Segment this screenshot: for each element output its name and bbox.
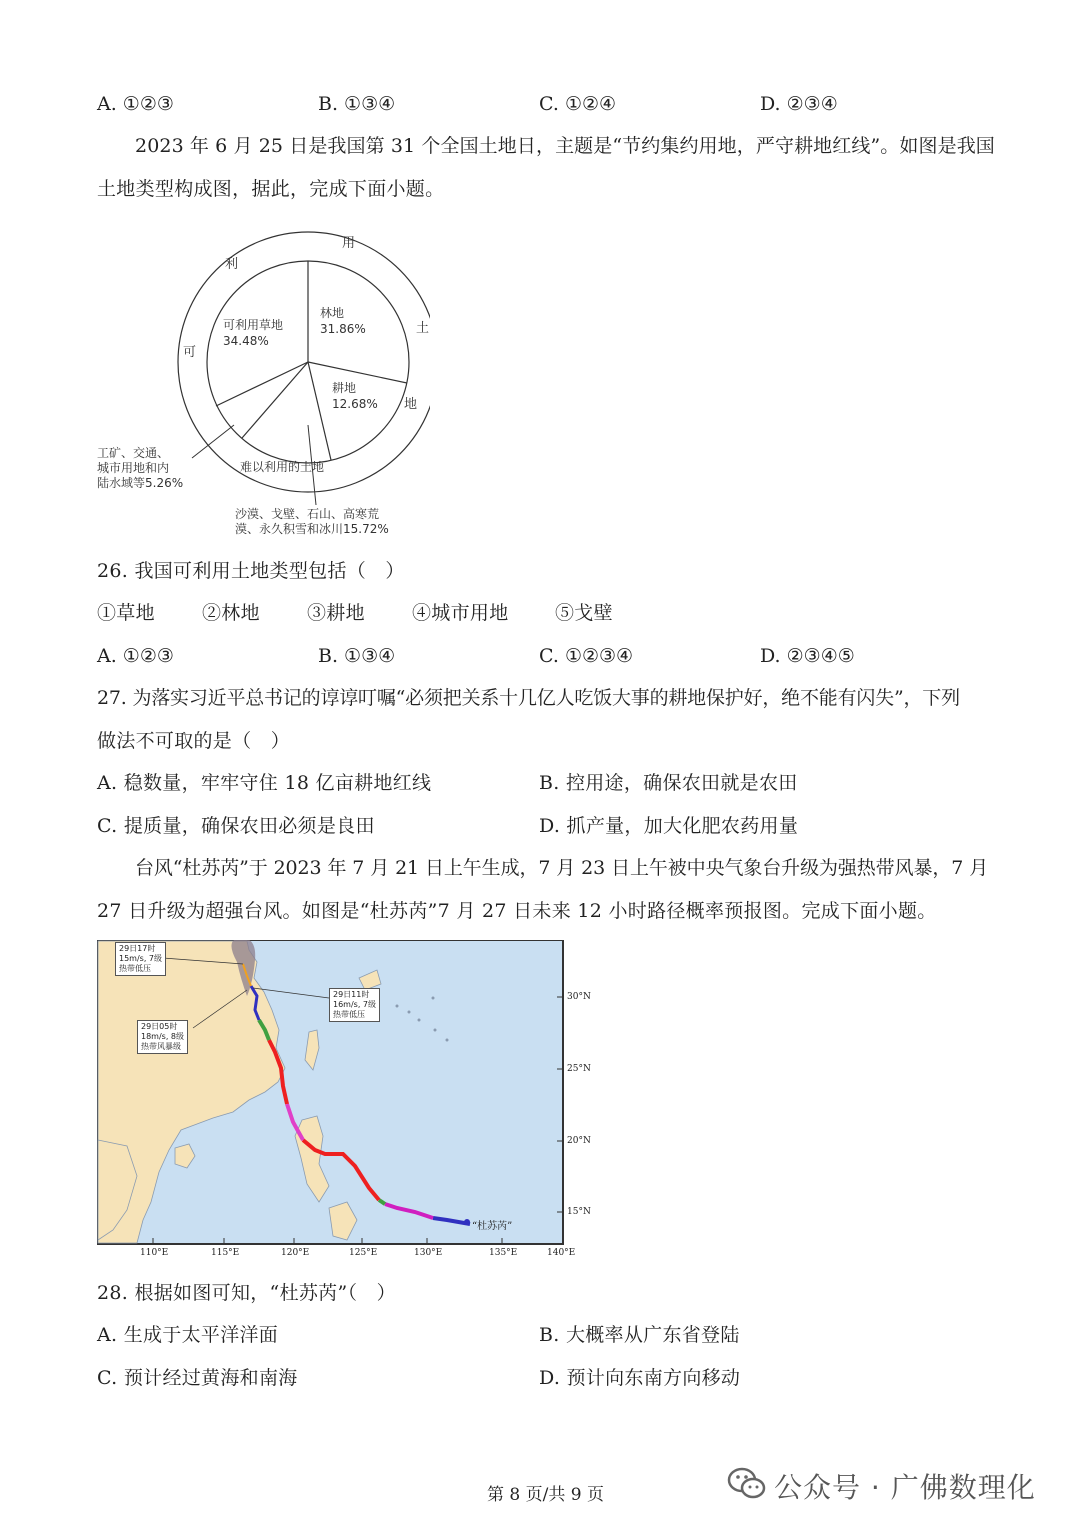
q26-option-d: D. ②③④⑤ — [760, 645, 855, 667]
watermark-text: 公众号 · 广佛数理化 — [774, 1471, 1036, 1504]
top-option-d: D. ②③④ — [760, 93, 838, 115]
callout-29-11-wind: 16m/s, 7级 — [333, 1000, 377, 1009]
top-option-b: B. ①③④ — [318, 93, 396, 115]
intro1-line2: 土地类型构成图，据此，完成下面小题。 — [97, 178, 445, 200]
q27-option-d: D. 抓产量，加大化肥农药用量 — [539, 815, 799, 837]
lon-label-140: 140°E — [547, 1248, 576, 1258]
farmland-value: 12.68% — [332, 397, 378, 411]
q28-option-d: D. 预计向东南方向移动 — [539, 1367, 741, 1389]
typhoon-track-map — [97, 940, 565, 1246]
q28-option-c: C. 预计经过黄海和南海 — [97, 1367, 298, 1389]
intro1-line1: 2023 年 6 月 25 日是我国第 31 个全国土地日，主题是“节约集约用地，严守耕地红线”。如图是我国 — [135, 135, 995, 157]
farmland-name: 耕地 — [332, 381, 357, 395]
land-type-pie-diagram — [90, 220, 430, 550]
lon-label-115: 115°E — [211, 1248, 240, 1258]
q27-option-b: B. 控用途，确保农田就是农田 — [539, 772, 798, 794]
lat-label-15: 15°N — [567, 1207, 591, 1217]
callout-29-05-wind: 18m/s, 8级 — [141, 1032, 185, 1041]
callout-29-11 — [329, 988, 380, 1022]
grassland-value: 34.48% — [223, 334, 269, 348]
callout-29-05-time: 29日05时 — [141, 1022, 178, 1031]
callout-29-05 — [137, 1020, 188, 1054]
lat-label-20: 20°N — [567, 1136, 591, 1146]
q26-item-3: ③耕地 — [307, 602, 365, 624]
outer-label-yong: 用 — [342, 236, 356, 251]
q27-stem-line1: 27. 为落实习近平总书记的谆谆叮嘱“必须把关系十几亿人吃饭大事的耕地保护好，绝不能有闪失”，下列 — [97, 687, 960, 709]
q26-option-a: A. ①②③ — [97, 645, 174, 667]
top-option-a: A. ①②③ — [97, 93, 174, 115]
q28-stem: 28. 根据如图可知，“杜苏芮”（ ） — [97, 1282, 396, 1304]
outer-label-ke: 可 — [183, 345, 197, 360]
lon-label-135: 135°E — [489, 1248, 518, 1258]
callout-29-17-wind: 15m/s, 7级 — [119, 954, 163, 963]
q27-option-c: C. 提质量，确保农田必须是良田 — [97, 815, 375, 837]
outer-label-tu: 土 — [416, 321, 430, 336]
urban-line1: 工矿、交通、 — [97, 446, 170, 460]
q26-item-2: ②林地 — [202, 602, 260, 624]
intro2-line1: 台风“杜苏芮”于 2023 年 7 月 21 日上午生成，7 月 23 日上午被中央气象台升级为强热带风暴，7 月 — [135, 857, 989, 879]
q28-option-b: B. 大概率从广东省登陆 — [539, 1324, 740, 1346]
lon-label-125: 125°E — [349, 1248, 378, 1258]
lat-label-25: 25°N — [567, 1064, 591, 1074]
unusable-name: 难以利用的土地 — [240, 460, 325, 474]
urban-line2: 城市用地和内 — [97, 461, 170, 475]
callout-29-17-type: 热带低压 — [119, 964, 151, 973]
urban-line3: 陆水域等5.26% — [97, 476, 184, 490]
outer-label-di: 地 — [404, 397, 418, 412]
q26-option-c: C. ①②③④ — [539, 645, 634, 667]
intro2-line2: 27 日升级为超强台风。如图是“杜苏芮”7 月 27 日未来 12 小时路径概率预报图。完成下面小题。 — [97, 900, 937, 922]
q28-option-a: A. 生成于太平洋洋面 — [97, 1324, 279, 1346]
desert-line1: 沙漠、戈壁、石山、高寒荒 — [235, 507, 380, 521]
callout-29-17 — [115, 942, 166, 976]
desert-line2: 漠、永久积雪和冰川15.72% — [235, 522, 389, 536]
q26-item-4: ④城市用地 — [412, 602, 509, 624]
page-number: 第 8 页/共 9 页 — [487, 1485, 604, 1505]
q27-stem-line2: 做法不可取的是（ ） — [97, 730, 291, 752]
forest-name: 林地 — [320, 306, 345, 320]
typhoon-name-label: “杜苏芮” — [472, 1221, 513, 1232]
grassland-name: 可利用草地 — [223, 318, 284, 332]
top-option-c: C. ①②④ — [539, 93, 617, 115]
lon-label-130: 130°E — [414, 1248, 443, 1258]
callout-29-11-type: 热带低压 — [333, 1010, 365, 1019]
lon-label-120: 120°E — [281, 1248, 310, 1258]
q26-item-5: ⑤戈壁 — [555, 602, 613, 624]
lat-label-30: 30°N — [567, 992, 591, 1002]
callout-29-11-time: 29日11时 — [333, 990, 370, 999]
callout-29-05-type: 热带风暴级 — [141, 1042, 181, 1051]
q26-option-b: B. ①③④ — [318, 645, 396, 667]
q27-option-a: A. 稳数量，牢牢守住 18 亿亩耕地红线 — [97, 772, 432, 794]
forest-value: 31.86% — [320, 322, 366, 336]
wechat-icon — [727, 1466, 767, 1500]
outer-label-li: 利 — [225, 257, 239, 272]
q26-item-1: ①草地 — [97, 602, 155, 624]
lon-label-110: 110°E — [140, 1248, 169, 1258]
callout-29-17-time: 29日17时 — [119, 944, 156, 953]
q26-stem: 26. 我国可利用土地类型包括（ ） — [97, 560, 405, 582]
